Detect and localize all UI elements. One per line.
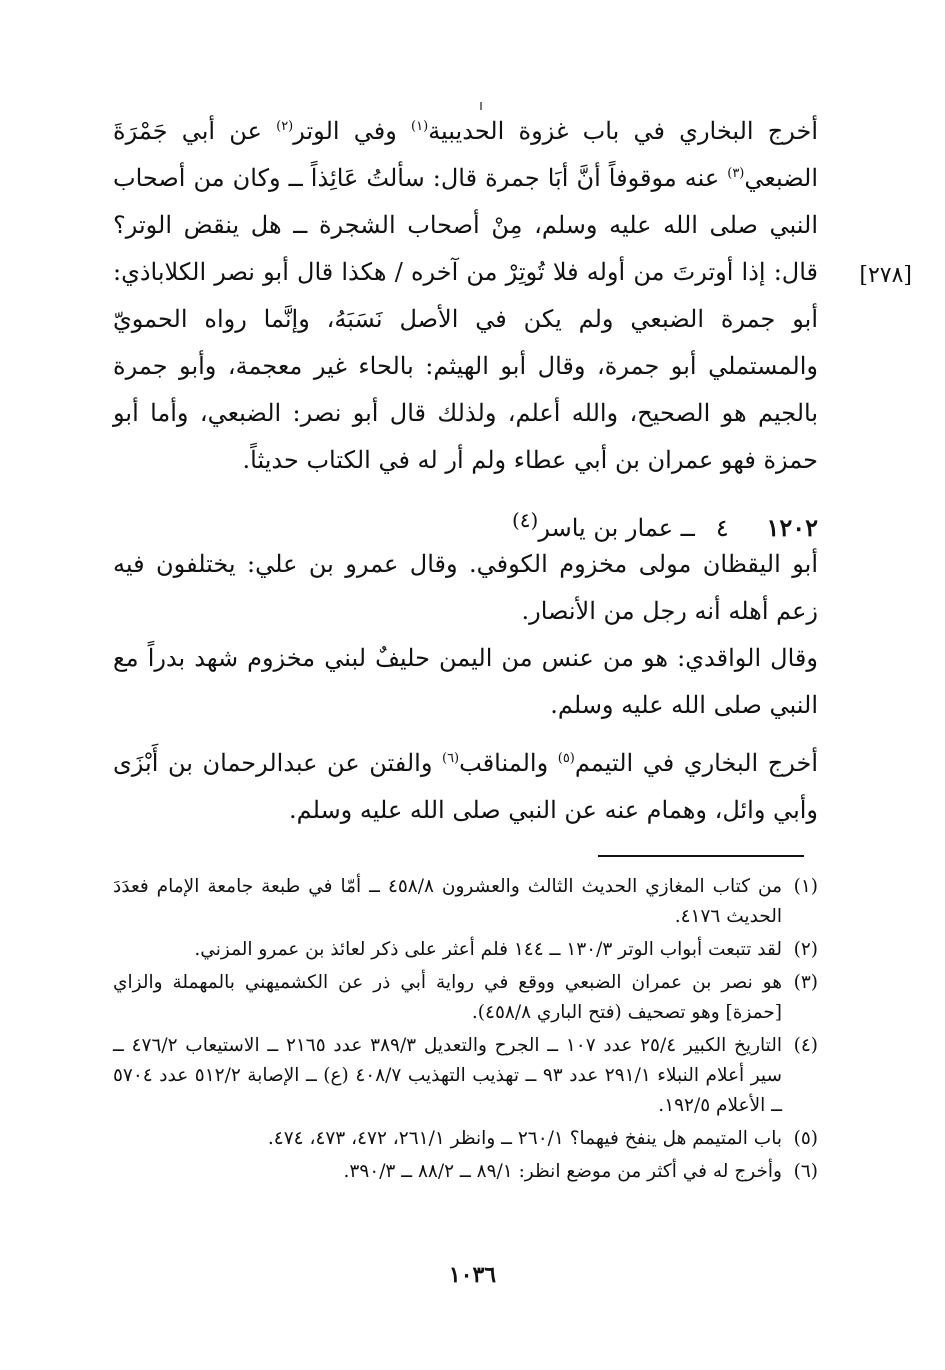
- entry-dash: ــ: [680, 514, 695, 542]
- entry-number: ١٢٠٢: [766, 513, 818, 542]
- footnote-text: وأخرج له في أكثر من موضع انظر: ٨٩/١ ــ ٨٨/٢ ــ ٣٩٠/٣.: [343, 1161, 782, 1182]
- footnote: [113, 968, 818, 1028]
- paragraph-bukhari-tayammum: [113, 740, 818, 834]
- footnote-text: لقد تتبعت أبواب الوتر ١٣٠/٣ ــ ١٤٤ فلم أعثر على ذكر لعائذ بن عمرو المزني.: [194, 939, 782, 960]
- margin-reference: [٢٧٨]: [859, 263, 912, 288]
- footnote-text: باب المتيمم هل ينفخ فيهما؟ ٢٦٠/١ ــ وانظر ٢٦١/١، ٤٧٢، ٤٧٣، ٤٧٤.: [267, 1128, 782, 1149]
- paragraph1-text-c: عن أبي جَمْرَةَ الضبعي: [113, 117, 818, 192]
- paragraph-waqidi: وقال الواقدي: هو من عنس من اليمن حليفٌ لبني مخزوم شهد بدراً مع النبي صلى الله عليه وسلم.: [113, 644, 818, 719]
- footnote-ref-2[interactable]: (٢): [276, 119, 294, 134]
- footnote: [113, 872, 818, 932]
- entry-name: عمار بن ياسر: [538, 514, 674, 542]
- footnote: [113, 1124, 818, 1154]
- entry-index: ٤: [715, 514, 729, 542]
- footnote-number: (١): [793, 876, 818, 897]
- paragraph-abu-yaqzan: أبو اليقظان مولى مخزوم الكوفي. وقال عمرو بن علي: يختلفون فيه زعم أهله أنه رجل من الأنصار.: [113, 550, 818, 625]
- footnote-number: (٥): [793, 1128, 818, 1149]
- footnote-text: من كتاب المغازي الحديث الثالث والعشرون ٤٥٨/٨ ــ أمّا في طبعة جامعة الإمام فعدَدَ الحديث ٤١٧٦.: [113, 876, 783, 927]
- paragraph1-text-b: وفي الوتر: [293, 117, 412, 145]
- footnote-ref-3[interactable]: (٣): [727, 166, 745, 181]
- page-number: ١٠٣٦: [448, 1262, 497, 1288]
- footnote-ref-4[interactable]: (٤): [511, 508, 539, 532]
- footnotes: [113, 872, 818, 1190]
- footnote: [113, 1157, 818, 1187]
- paragraph1-text-a: أخرج البخاري في باب غزوة الحديبية: [428, 117, 819, 145]
- paragraph1-text-d: عنه موقوفاً أنَّ أبَا جمرة قال: سألتُ عَائِذاً ــ وكان من أصحاب النبي صلى الله عليه وسلم، مِنْ أصحاب الشجرة ــ هل ينقض الوتر؟ قال: إذا أوترتَ من أوله فلا تُوتِرْ من آخره / هكذا قال أبو نصر الكلاباذي: أبو جمرة الضبعي ولم يكن في الأصل نَسَبَهُ، وإنَّما رواه الحمويّ والمستملي أبو جمرة، وقال أبو الهيثم: بالحاء غير معجمة، وأبو جمرة بالجيم هو الصحيح، والله أعلم، ولذلك قال أبو نصر: الضبعي، وأما أبو حمزة فهو عمران بن أبي عطاء ولم أر له في الكتاب حديثاً.: [113, 164, 818, 474]
- footnote-ref-5[interactable]: (٥): [557, 751, 575, 766]
- footnote-ref-6[interactable]: (٦): [441, 751, 460, 766]
- paragraph4-text-b: والمناقب: [459, 749, 558, 777]
- footnote-number: (٦): [793, 1161, 818, 1182]
- footnote-text: هو نصر بن عمران الضبعي ووقع في رواية أبي ذر عن الكشميهني بالمهملة والزاي [حمزة] وهو تصحيف (فتح الباري ٤٥٨/٨).: [113, 972, 782, 1023]
- paragraph4-text-a: أخرج البخاري في التيمم: [574, 749, 818, 777]
- footnote-number: (٣): [793, 972, 818, 993]
- footnote-number: (٢): [793, 939, 818, 960]
- footnote: [113, 1031, 818, 1121]
- paragraph4-text-c: والفتن عن عبدالرحمان بن أَبْزَى وأبي وائل، وهمام عنه عن النبي صلى الله عليه وسلم.: [113, 749, 818, 824]
- footnote-ref-1[interactable]: (١): [411, 119, 429, 134]
- footnote-divider: [598, 855, 804, 857]
- footnote: [113, 935, 818, 965]
- paragraph-bukhari-witr: [113, 108, 818, 484]
- footnote-number: (٤): [793, 1035, 818, 1056]
- footnote-text: التاريخ الكبير ٢٥/٤ عدد ١٠٧ ــ الجرح والتعديل ٣٨٩/٣ عدد ٢١٦٥ ــ الاستيعاب ٤٧٦/٢ ــ سير أعلام النبلاء ٢٩١/١ عدد ٩٣ ــ تهذيب التهذيب ٤٠٨/٧ (ع) ــ الإصابة ٥١٢/٢ عدد ٥٧٠٤ ــ الأعلام ١٩٢/٥.: [113, 1035, 783, 1116]
